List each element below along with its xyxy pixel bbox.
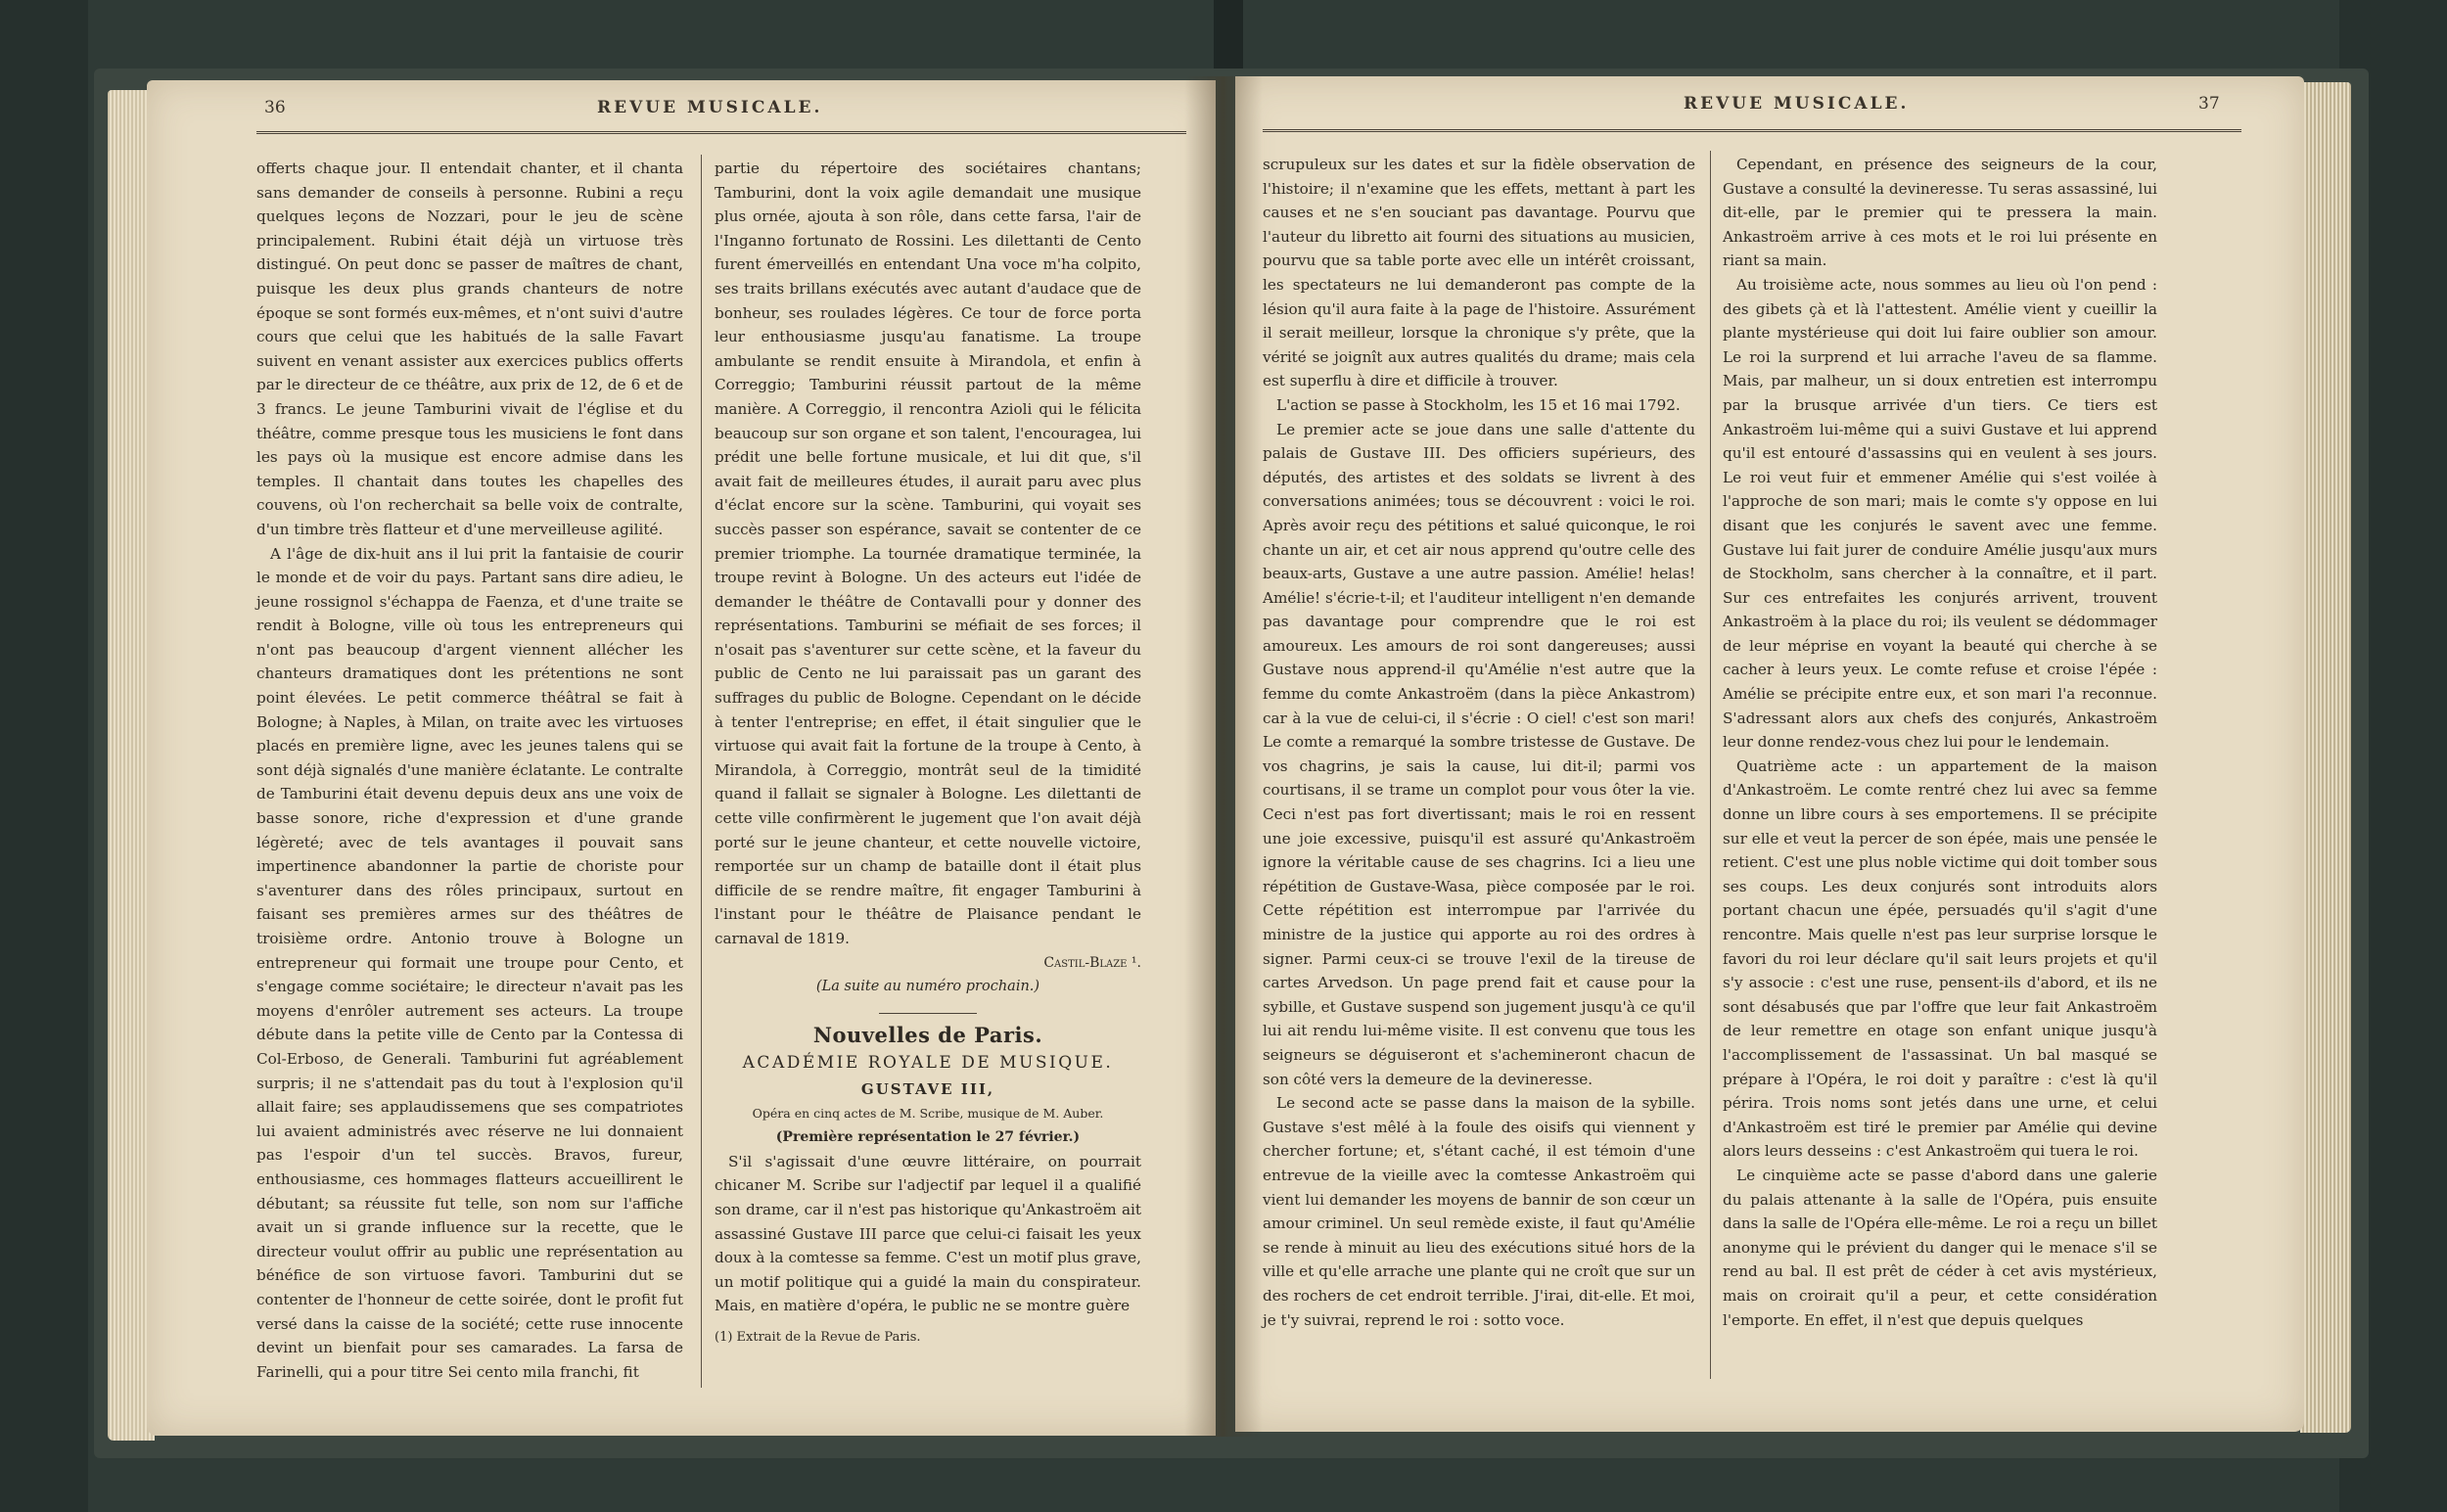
backdrop-left [0, 0, 88, 1512]
paragraph: partie du répertoire des sociétaires chantans; Tamburini, dont la voix agile demandait une musique plus ornée, ajouta à son rôle, dans cette farsa, l'air de l'Inganno fortunato de Rossini. Les dilettanti de Cento furent émerveillés en entendant Una voce m'ha colpito, ses traits brillans exécutés avec autant d'audace que de bonheur, ses roulades légères. Ce tour de force porta leur enthousiasme jusqu'au fanatisme. La troupe ambulante se rendit ensuite à Mirandola, et enfin à Correggio; Tamburini réussit partout de la même manière. A Correggio, il rencontra Azioli qui le félicita beaucoup sur son organe et son talent, l'encouragea, lui prédit une belle fortune musicale, et lui dit que, s'il avait fait de meilleures études, il aurait paru avec plus d'éclat encore sur la scène. Tamburini, qui voyait ses succès passer son espérance, savait se contenter de ce premier triomphe. La tournée dramatique terminée, la troupe revint à Bologne. Un des acteurs eut l'idée de demander le théâtre de Contavalli pour y donner des représentations. Tamburini se méfiait de ses forces; il n'osait pas s'aventurer sur cette scène, et la faveur du public de Cento ne lui paraissait pas un garant des suffrages du public de Bologne. Cependant on le décide à tenter l'entreprise; en effet, il était singulier que le virtuose qui avait fait la fortune de la troupe à Cento, à Mirandola, à Correggio, montrât seul de la timidité quand il fallait se signaler à Bologne. Les dilettanti de cette ville confirmèrent le jugement que l'on avait déjà porté sur le jeune chanteur, et cette nouvelle victoire, remportée sur un champ de bataille dont il était plus difficile de se rendre maître, fit engager Tamburini à l'instant pour le théâtre de Plaisance pendant le carnaval de 1819. [715, 160, 1141, 947]
paragraph: scrupuleux sur les dates et sur la fidèle observation de l'histoire; il n'examine que les effets, mettant à part les causes et ne s'en souciant pas davantage. Pourvu que l'auteur du libretto ait fourni des situations au musicien, pourvu que sa table porte avec elle un intérêt croissant, les spectateurs ne lui demanderont pas compte de la lésion qu'il aura faite à la page de l'histoire. Assurément il serait meilleur, lorsque la chronique s'y prête, que la vérité se joignît aux autres qualités du drame; mais cela est superflu à dire et difficile à trouver. [1263, 156, 1695, 390]
running-title: REVUE MUSICALE. [597, 98, 823, 117]
premiere-date: (Première représentation le 27 février.) [775, 1129, 1081, 1146]
signature: Castil-Blaze ¹. [1043, 954, 1141, 971]
continued-note: (La suite au numéro prochain.) [815, 979, 1040, 995]
gutter-shadow [1184, 76, 1263, 1437]
right-column-1 [1263, 153, 1695, 1332]
paragraph: Le second acte se passe dans la maison de la sybille. Gustave s'est mêlé à la foule des oisifs qui viennent y chercher fortune; et, s'étant caché, il est témoin d'une entrevue de la vieille avec la comtesse Ankastroëm qui vient lui demander les moyens de bannir de son cœur un amour criminel. Un seul remède existe, il faut qu'Amélie se rende à minuit au lieu des exécutions situé hors de la ville et qu'elle arrache une plante qui ne croît que sur un des rochers de cet endroit terrible. J'irai, dit-elle. Et moi, je t'y suivrai, reprend le roi : sotto voce. [1263, 1094, 1695, 1329]
paragraph: Le cinquième acte se passe d'abord dans une galerie du palais attenante à la salle de l'Opéra, puis ensuite dans la salle de l'Opéra elle-même. Le roi a reçu un billet anonyme qui le prévient du danger qui le menace s'il se rend au bal. Il est prêt de céder à cet avis mystérieux, mais on croirait qu'il a peur, et cette considération l'emporte. En effet, il n'est que depuis quelques [1723, 1166, 2157, 1329]
page-number: 36 [264, 98, 286, 117]
academy-heading: ACADÉMIE ROYALE DE MUSIQUE. [742, 1053, 1114, 1074]
left-column-1 [256, 157, 683, 1384]
paragraph: offerts chaque jour. Il entendait chanter, et il chanta sans demander de conseils à personne. Rubini a reçu quelques leçons de Nozzari, pour le jeu de scène principalement. Rubini était déjà un virtuose très distingué. On peut donc se passer de maîtres de chant, puisque les deux plus grands chanteurs de notre époque se sont formés eux-mêmes, et n'ont suivi d'autre cours que celui que les habitués de la salle Favart suivent en venant assister aux exercices publics offerts par le directeur de ce théâtre, aux prix de 12, de 6 et de 3 francs. Le jeune Tamburini vivait de l'église et du théâtre, comme presque tous les musiciens le font dans les pays où la musique est encore admise dans les temples. Il chantait dans toutes les chapelles des couvens, où l'on recherchait sa belle voix de contralte, d'un timbre très flatteur et d'une merveilleuse agilité. [256, 160, 683, 538]
paragraph: L'action se passe à Stockholm, les 15 et 16 mai 1792. [1276, 395, 1681, 414]
page-number: 37 [2198, 94, 2220, 114]
left-column-2 [715, 157, 1141, 1351]
section-rule [879, 1013, 977, 1014]
column-divider [1710, 151, 1711, 1379]
paragraph: Quatrième acte : un appartement de la maison d'Ankastroëm. Le comte rentré chez lui avec sa femme donne un libre cours à ses emportemens. Il se précipite sur elle et veut la percer de son épée, mais une pensée le retient. C'est une plus noble victime qui doit tomber sous ses coups. Les deux conjurés sont introduits alors portant chacun une épée, persuadés qu'il s'agit d'une rencontre. Mais quelle n'est pas leur surprise lorsque le favori du roi leur déclare qu'il sait leurs projets et qu'il s'y associe : c'est une ruse, pensent-ils d'abord, et ils ne sont désabusés que par l'offre que leur fait Ankastroëm de leur remettre en otage son enfant unique jusqu'à l'accomplissement de l'assassinat. Un bal masqué se prépare à l'Opéra, le roi doit y paraître : c'est là qu'il périra. Trois noms sont jetés dans une urne, et celui d'Ankastroëm est tiré le premier par Amélie qui devine alors leurs desseins : c'est Ankastroëm qui tuera le roi. [1723, 756, 2157, 1161]
opera-subtitle: Opéra en cinq actes de M. Scribe, musique de M. Auber. [752, 1105, 1104, 1121]
right-page [1235, 76, 2304, 1432]
right-page-edges [2300, 82, 2351, 1433]
paragraph: Cependant, en présence des seigneurs de la cour, Gustave a consulté la devineresse. Tu seras assassiné, lui dit-elle, par le premier qui te pressera la main. Ankastroëm arrive à ces mots et le roi lui présente en riant sa main. [1723, 156, 2157, 270]
header-rule [256, 131, 1186, 134]
section-title: Nouvelles de Paris. [812, 1022, 1043, 1047]
left-page [147, 80, 1216, 1436]
opera-title: GUSTAVE III, [860, 1079, 995, 1098]
paragraph: Au troisième acte, nous sommes au lieu où l'on pend : des gibets çà et là l'attestent. Amélie vient y cueillir la plante mystérieuse qui doit lui faire oublier son amour. Le roi la surprend et lui arrache l'aveu de sa flamme. Mais, par malheur, un si doux entretien est interrompu par la brusque arrivée d'un tiers. Ce tiers est Ankastroëm lui-même qui a suivi Gustave et lui apprend qu'il est entouré d'assassins qui en veulent à ses jours. Le roi veut fuir et emmener Amélie qui s'est voilée à l'approche de son mari; mais le comte s'y oppose en lui disant que les conjurés le savent avec une femme. Gustave lui fait jurer de conduire Amélie jusqu'aux murs de Stockholm, sans chercher à la connaître, et il part. Sur ces entrefaites les conjurés arrivent, trouvent Ankastroëm à la place du roi; ils veulent se dédommager de leur méprise en voyant la beauté qui cherche à se cacher à leurs yeux. Le comte refuse et croise l'épée : Amélie se précipite entre eux, et son mari l'a reconnue. S'adressant alors aux chefs des conjurés, Ankastroëm leur donne rendez-vous chez lui pour le lendemain. [1723, 275, 2157, 752]
column-divider [701, 155, 702, 1388]
footnote: (1) Extrait de la Revue de Paris. [715, 1329, 921, 1345]
header-rule [1263, 129, 2241, 132]
paragraph: Le premier acte se joue dans une salle d'attente du palais de Gustave III. Des officiers supérieurs, des députés, des artistes et des soldats se livrent à des conversations animées; tous se découvrent : voici le roi. Après avoir reçu des pétitions et salué quiconque, le roi chante un air, et cet air nous apprend qu'outre celle des beaux-arts, Gustave a une autre passion. Amélie! helas! Amélie! s'écrie-t-il; et l'auditeur intelligent n'en demande pas davantage pour comprendre que le roi est amoureux. Les amours de roi sont dangereuses; aussi Gustave nous apprend-il qu'Amélie n'est autre que la femme du comte Ankastroëm (dans la pièce Ankastrom) car à la vue de celui-ci, il s'écrie : O ciel! c'est son mari! Le comte a remarqué la sombre tristesse de Gustave. De vos chagrins, je sais la cause, lui dit-il; parmi vos courtisans, il se trame un complot pour vous ôter la vie. Ceci n'est pas fort divertissant; mais le roi en ressent une joie excessive, puisqu'il est assuré qu'Ankastroëm ignore la véritable cause de ses chagrins. Ici a lieu une répétition de Gustave-Wasa, pièce composée par le roi. Cette répétition est interrompue par l'arrivée du ministre de la justice qui apporte au roi des ordres à signer. Parmi ceux-ci se trouve l'exil de la tireuse de cartes Arvedson. Un page prend fait et cause pour la sybille, et Gustave suspend son jugement jusqu'à ce qu'il lui ait rendu lui-même visite. Il est convenu que tous les seigneurs se déguiseront et s'achemineront chacun de son côté vers la demeure de la devineresse. [1263, 420, 1695, 1088]
running-title: REVUE MUSICALE. [1684, 94, 1910, 114]
paragraph: S'il s'agissait d'une œuvre littéraire, on pourrait chicaner M. Scribe sur l'adjectif par lequel il a qualifié son drame, car il n'est pas historique qu'Ankastroëm ait assassiné Gustave III parce que celui-ci faisait les yeux doux à la comtesse sa femme. C'est un motif plus grave, un motif politique qui a guidé la main du conspirateur. Mais, en matière d'opéra, le public ne se montre guère [715, 1152, 1141, 1315]
paragraph: A l'âge de dix-huit ans il lui prit la fantaisie de courir le monde et de voir du pays. Partant sans dire adieu, le jeune rossignol s'échappa de Faenza, et d'une traite se rendit à Bologne, ville où tous les entrepreneurs qui n'ont pas beaucoup d'argent viennent allécher les chanteurs dramatiques dont les prétentions ne sont point élevées. Le petit commerce théâtral se fait à Bologne; à Naples, à Milan, on traite avec les virtuoses placés en première ligne, avec les jeunes talens qui se sont déjà signalés d'une manière éclatante. Le contralte de Tamburini était devenu depuis deux ans une voix de basse sonore, riche d'expression et d'une grande légèreté; avec de tels avantages il pouvait sans impertinence abandonner la partie de choriste pour s'aventurer dans des rôles principaux, surtout en faisant ses premières armes sur des théâtres de troisième ordre. Antonio trouve à Bologne un entrepreneur qui formait une troupe pour Cento, et s'engage comme sociétaire; le directeur n'avait pas les moyens d'enrôler autrement ses acteurs. La troupe débute dans la petite ville de Cento par la Contessa di Col-Erboso, de Generali. Tamburini fut agréablement surpris; il ne s'attendait pas du tout à l'explosion qu'il allait faire; ses applaudissemens que ses compatriotes lui avaient administrés avec réserve ne lui donnaient pas l'espoir d'un tel succès. Bravos, fureur, enthousiasme, ces hommages flatteurs accueillirent le débutant; sa réussite fut telle, son nom sur l'affiche avait un si grande influence sur la recette, que le directeur voulut offrir au public une représentation au bénéfice de son virtuose favori. Tamburini dut se contenter de l'honneur de cette soirée, dont le profit fut versé dans la caisse de la société; cette ruse innocente devint un bienfait pour ses camarades. La farsa de Farinelli, qui a pour titre Sei cento mila franchi, fit [256, 544, 683, 1381]
right-column-2 [1723, 153, 2157, 1332]
